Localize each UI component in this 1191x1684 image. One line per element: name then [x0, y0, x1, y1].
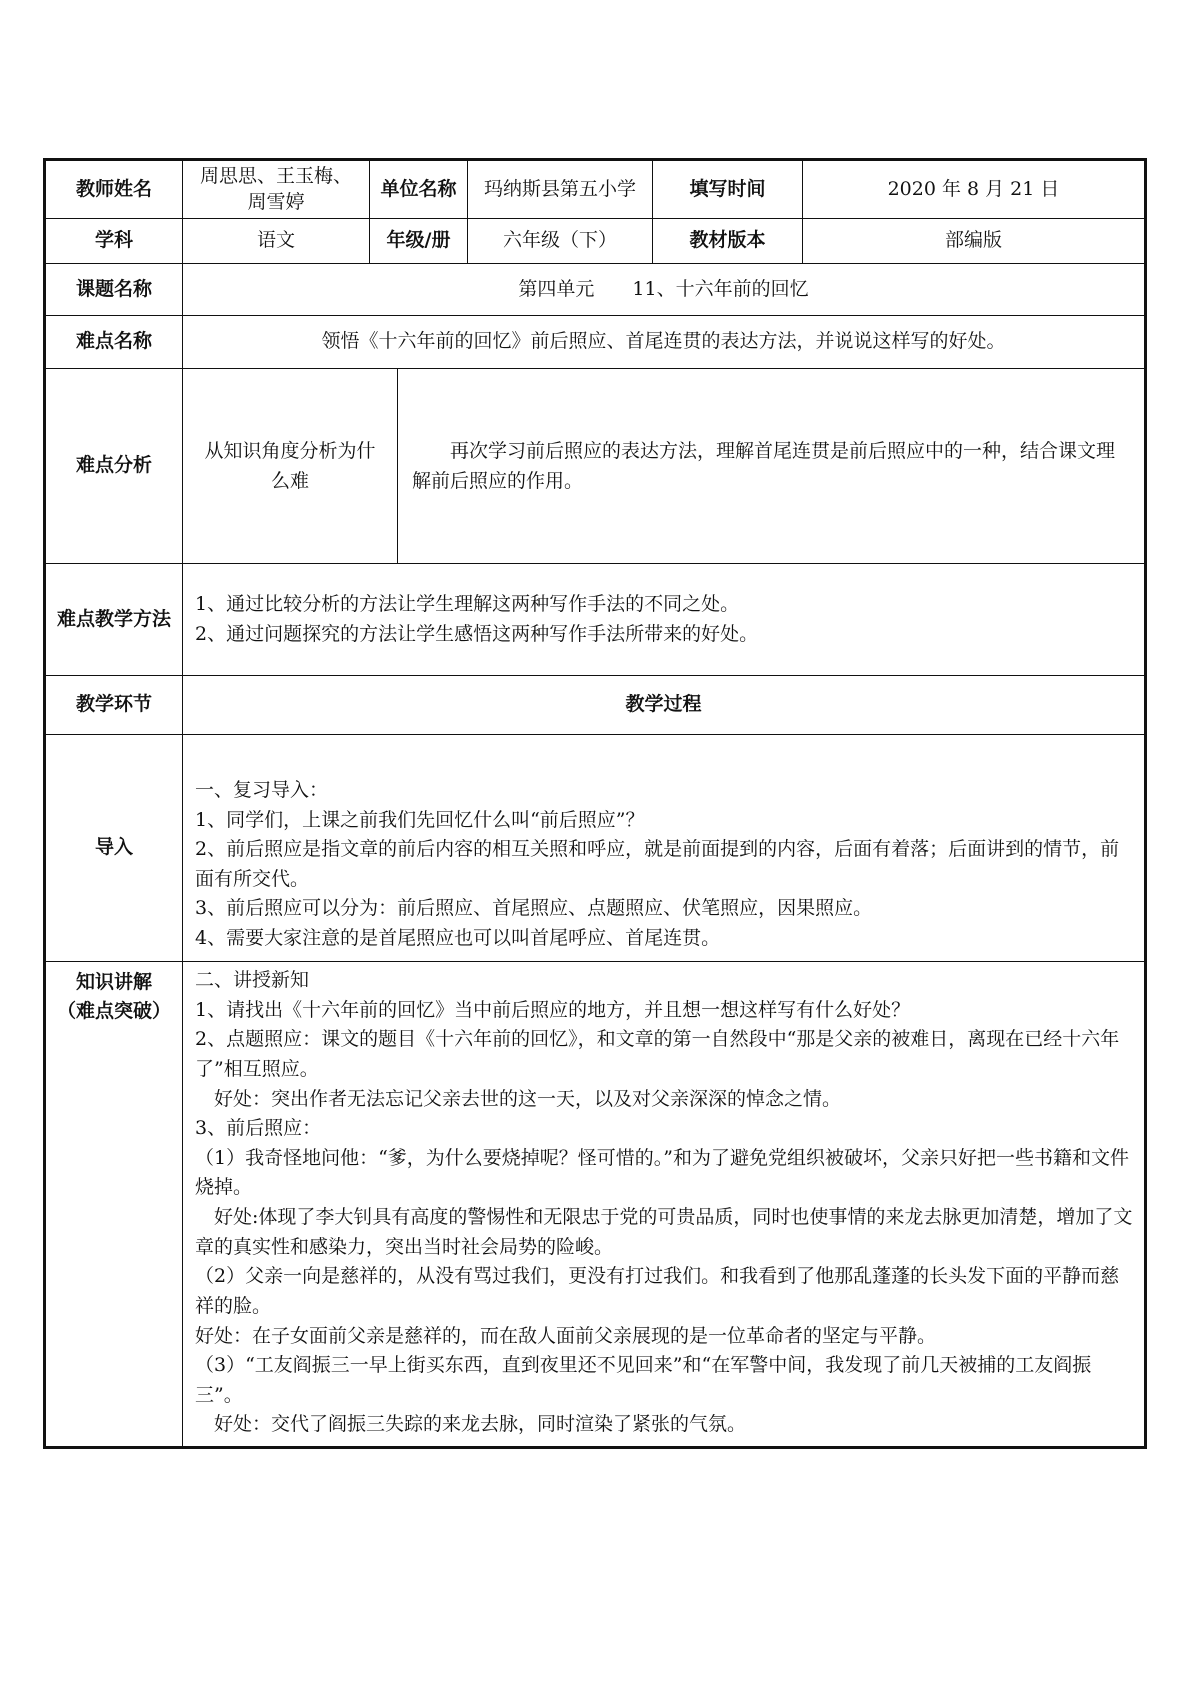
edition-label: 教材版本	[653, 219, 803, 264]
analysis-row	[45, 369, 1146, 564]
edition-value: 部编版	[803, 219, 1146, 264]
knowledge-line-10: （3）“工友阎振三一早上街买东西，直到夜里还不见回来”和“在军警中间，我发现了前几天被捕的工友阎振三”。	[195, 1354, 1092, 1406]
knowledge-cell	[183, 962, 1146, 1448]
knowledge-line-11: 好处：交代了阎振三失踪的来龙去脉，同时渲染了紧张的气氛。	[195, 1413, 747, 1436]
knowledge-line-6: （1）我奇怪地问他：“爹，为什么要烧掉呢？怪可惜的。”和为了避免党组织被破坏，父亲只好把一些书籍和文件烧掉。	[195, 1146, 1130, 1199]
process-stage-label: 教学环节	[45, 676, 183, 735]
method-line-1: 1、通过比较分析的方法让学生理解这两种写作手法的不同之处。	[195, 593, 740, 616]
intro-line-4: 3、前后照应可以分为：前后照应、首尾照应、点题照应、伏笔照应，因果照应。	[195, 897, 873, 920]
topic-row	[45, 264, 1146, 316]
grade-value: 六年级（下）	[468, 219, 653, 264]
analysis-sub-label: 从知识角度分析为什么难	[204, 439, 376, 492]
knowledge-line-9: 好处：在子女面前父亲是慈祥的，而在敌人面前父亲展现的是一位革命者的坚定与平静。	[195, 1324, 937, 1347]
intro-line-2: 1、同学们，上课之前我们先回忆什么叫“前后照应”？	[195, 808, 645, 831]
analysis-inner-table	[183, 369, 1144, 563]
knowledge-line-5: 3、前后照应：	[195, 1117, 322, 1140]
time-label: 填写时间	[653, 160, 803, 219]
unit-value: 玛纳斯县第五小学	[468, 160, 653, 219]
method-label: 难点教学方法	[45, 564, 183, 676]
lesson-plan-form	[43, 158, 1144, 1449]
knowledge-label-line-2: （难点突破）	[56, 999, 171, 1022]
difficulty-row	[45, 316, 1146, 369]
unit-label: 单位名称	[370, 160, 468, 219]
teacher-value: 周思思、王玉梅、周雪婷	[183, 160, 370, 219]
knowledge-line-8: （2）父亲一向是慈祥的，从没有骂过我们，更没有打过我们。和我看到了他那乱蓬蓬的长头发下面的平静而慈祥的脸。	[195, 1265, 1120, 1317]
intro-row	[45, 735, 1146, 962]
knowledge-label-cell	[45, 962, 183, 1448]
knowledge-line-7: 好处:体现了李大钊具有高度的警惕性和无限忠于党的可贵品质，同时也使事情的来龙去脉更加清楚，增加了文章的真实性和感染力，突出当时社会局势的险峻。	[195, 1206, 1133, 1258]
analysis-text: 再次学习前后照应的表达方法，理解首尾连贯是前后照应中的一种，结合课文理解前后照应的作用。	[412, 439, 1116, 492]
intro-line-3: 2、前后照应是指文章的前后内容的相互关照和呼应，就是前面提到的内容，后面有着落；后面讲到的情节，前面有所交代。	[195, 838, 1120, 890]
analysis-cell	[183, 369, 1146, 564]
method-cell	[183, 564, 1146, 676]
knowledge-line-1: 二、讲授新知	[195, 969, 310, 991]
lesson-plan-table	[43, 158, 1147, 1449]
knowledge-line-2: 1、请找出《十六年前的回忆》当中前后照应的地方，并且想一想这样写有什么好处？	[195, 998, 911, 1021]
topic-label: 课题名称	[45, 264, 183, 316]
header-row-2	[45, 219, 1146, 264]
time-value: 2020 年 8 月 21 日	[803, 160, 1146, 219]
knowledge-line-4: 好处：突出作者无法忘记父亲去世的这一天，以及对父亲深深的悼念之情。	[195, 1087, 842, 1110]
process-label: 教学过程	[183, 676, 1146, 735]
subject-value: 语文	[183, 219, 370, 264]
analysis-label: 难点分析	[45, 369, 183, 564]
difficulty-value: 领悟《十六年前的回忆》前后照应、首尾连贯的表达方法，并说说这样写的好处。	[183, 316, 1146, 369]
knowledge-row	[45, 962, 1146, 1448]
intro-line-5: 4、需要大家注意的是首尾照应也可以叫首尾呼应、首尾连贯。	[195, 926, 721, 949]
intro-line-1: 一、复习导入：	[195, 779, 329, 802]
grade-label: 年级/册	[370, 219, 468, 264]
method-row	[45, 564, 1146, 676]
knowledge-label-line-1: 知识讲解	[75, 971, 152, 993]
topic-value: 第四单元 11、十六年前的回忆	[183, 264, 1146, 316]
analysis-text-cell	[398, 369, 1145, 563]
knowledge-line-3: 2、点题照应：课文的题目《十六年前的回忆》，和文章的第一自然段中“那是父亲的被难日，离现在已经十六年了”相互照应。	[195, 1028, 1120, 1080]
method-line-2: 2、通过问题探究的方法让学生感悟这两种写作手法所带来的好处。	[195, 622, 759, 645]
intro-label: 导入	[45, 735, 183, 962]
intro-cell	[183, 735, 1146, 962]
header-row-1	[45, 160, 1146, 219]
subject-label: 学科	[45, 219, 183, 264]
difficulty-label: 难点名称	[45, 316, 183, 369]
process-header-row	[45, 676, 1146, 735]
teacher-label: 教师姓名	[45, 160, 183, 219]
